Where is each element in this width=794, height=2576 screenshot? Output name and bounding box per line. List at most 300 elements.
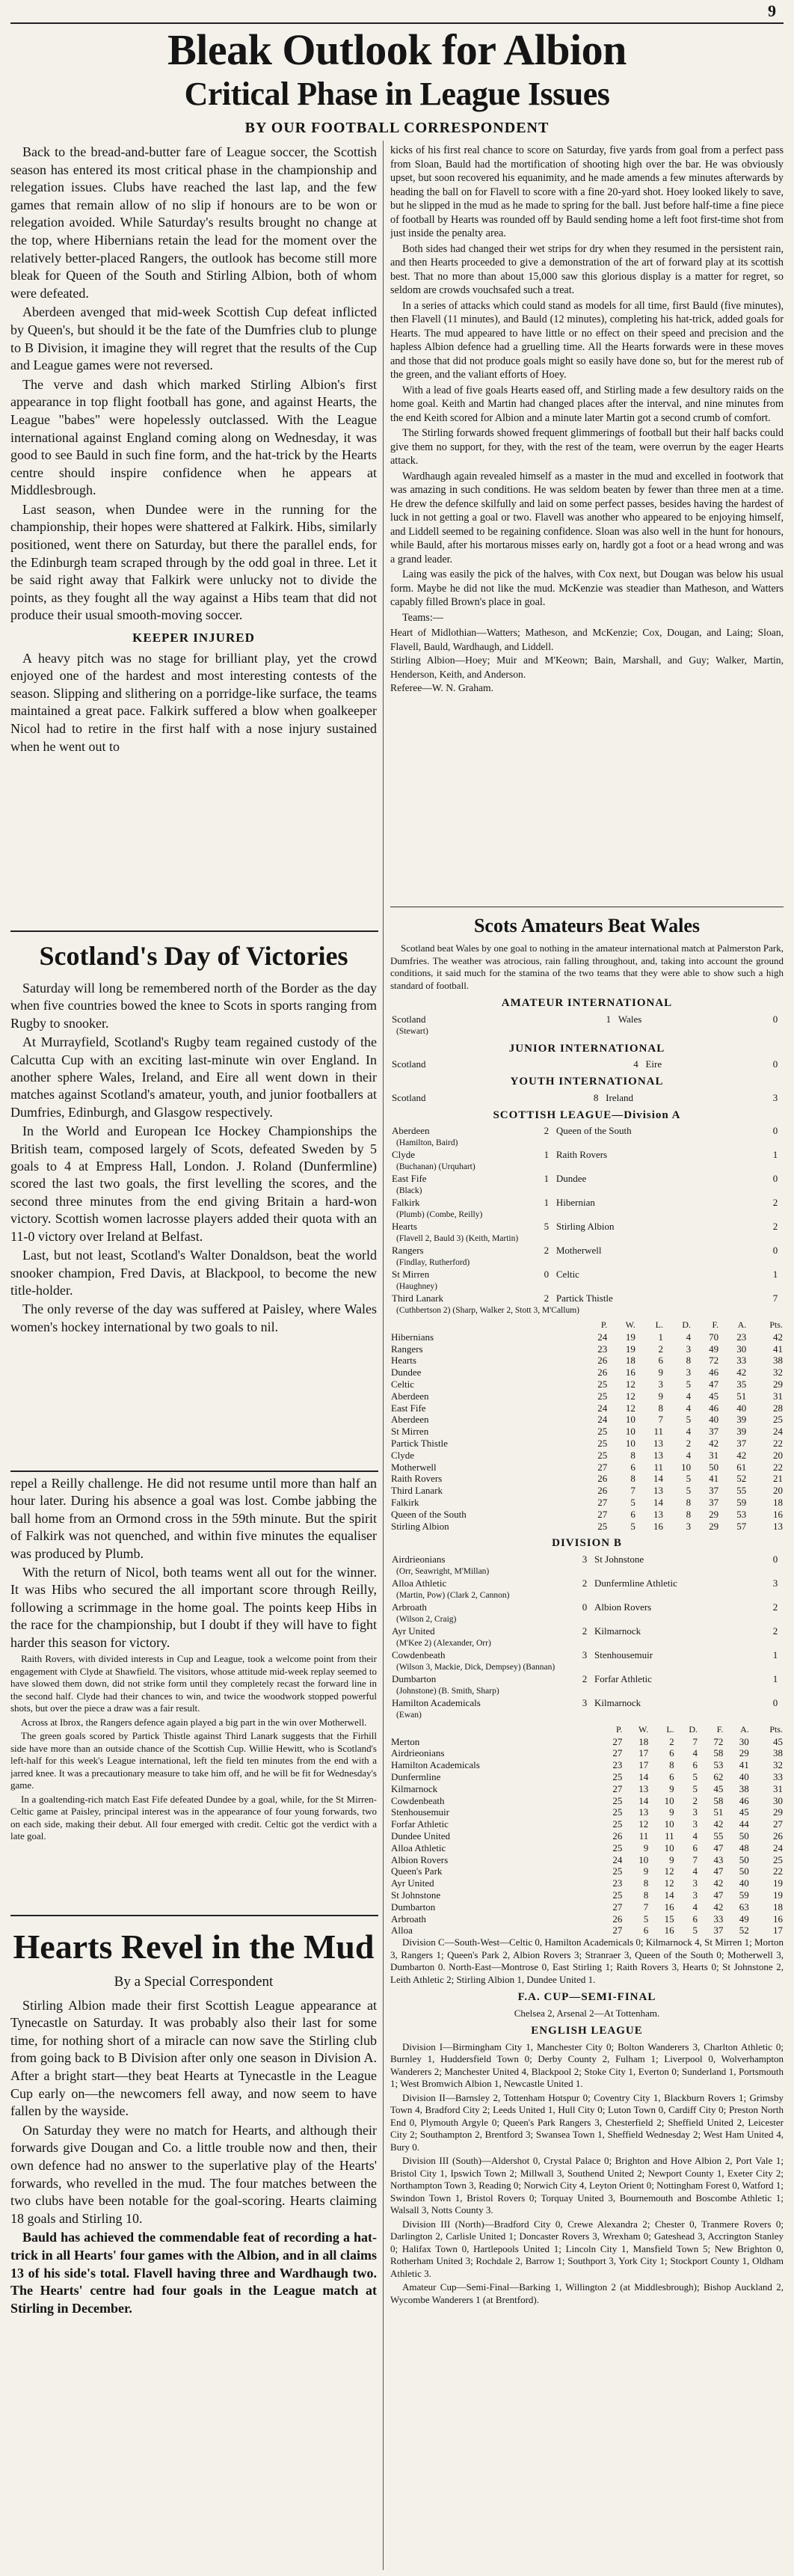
- league-table-row: [390, 1414, 784, 1426]
- table-cell: 12: [625, 1378, 635, 1390]
- table-cell: 61: [736, 1461, 747, 1473]
- table-cell: 46: [739, 1794, 749, 1806]
- table-cell: 50: [709, 1461, 719, 1473]
- table-cell: 25: [597, 1426, 608, 1438]
- home-team: Cowdenbeath: [392, 1649, 446, 1660]
- division-b-title: DIVISION B: [552, 1537, 622, 1550]
- scorers: (Ewan): [396, 1710, 422, 1720]
- table-cell: 9: [658, 1367, 663, 1379]
- falkirk-continuation: [10, 1475, 377, 1909]
- league-table-row: [390, 1462, 784, 1473]
- league-table-row: [390, 1759, 784, 1771]
- table-cell: 8: [630, 1449, 635, 1461]
- home-team: Alloa Athletic: [392, 1577, 447, 1589]
- scorers: (M'Kee 2) (Alexander, Orr): [396, 1638, 491, 1648]
- table-cell: 8: [686, 1508, 692, 1520]
- table-cell: 25: [612, 1771, 623, 1783]
- article-paragraph: In the World and European Ice Hockey Championships the British team, composed largely of Scots, defeated Sweden by 5 goals to 4 at Empress Hall, London. J. Roland (Dunfermline) scored the last two goals, the first levelling the scores, and the second three minutes from the end giving Britain a hard-won victory. Scottish women lacrosse players added their quota with an 11-0 victory over Ireland at Belfast.: [10, 1123, 377, 1244]
- table-cell: 17: [638, 1759, 649, 1771]
- table-cell: 53: [713, 1759, 724, 1771]
- scorers-row: [390, 1281, 784, 1292]
- league-table-row: [390, 1438, 784, 1450]
- table-cell: 40: [739, 1877, 749, 1889]
- table-cell: 24: [773, 1426, 783, 1438]
- result-row: [390, 1125, 784, 1137]
- league-table-row: [390, 1747, 784, 1759]
- scorers: (Cuthbertson 2) (Sharp, Walker 2, Stott 3, M'Callum): [396, 1306, 579, 1315]
- table-cell: 29: [709, 1508, 719, 1520]
- home-score: 1: [544, 1173, 550, 1184]
- column-header: L.: [655, 1319, 663, 1330]
- home-team: Dumbarton: [392, 1672, 437, 1684]
- scorers: (Wilson 2, Craig): [396, 1614, 457, 1624]
- table-cell: 8: [669, 1759, 674, 1771]
- page-number: 9: [768, 1, 776, 20]
- column-header: W.: [638, 1723, 649, 1735]
- table-cell: 6: [692, 1913, 698, 1925]
- team-name: East Fife: [391, 1402, 426, 1414]
- table-cell: 10: [625, 1426, 635, 1438]
- away-team: Motherwell: [556, 1245, 602, 1256]
- scorers-row: [390, 1233, 784, 1245]
- home-score: 3: [582, 1553, 588, 1565]
- home-team: Aberdeen: [392, 1125, 430, 1136]
- table-cell: 5: [630, 1496, 635, 1508]
- table-cell: 3: [658, 1378, 663, 1390]
- table-cell: 55: [713, 1830, 724, 1842]
- league-table-row: [390, 1509, 784, 1521]
- scorers: (Findlay, Rutherford): [396, 1258, 470, 1267]
- table-cell: 38: [739, 1782, 749, 1794]
- scorers-row: [390, 1685, 784, 1697]
- main-paragraph: Teams:—: [402, 611, 443, 624]
- table-cell: 44: [739, 1818, 749, 1830]
- table-cell: 12: [625, 1402, 635, 1414]
- away-team: Partick Thistle: [556, 1292, 613, 1304]
- home-score: 2: [582, 1577, 588, 1589]
- away-score: 0: [772, 1058, 778, 1070]
- report-paragraph: Raith Rovers, with divided interests in Cup and League, took a welcome point from their engagement with Clyde at Shawfield. The visitors, whose attitude mid-week replay seemed to have slowed them down, did not strike form until they completely recast the forward line in the second half. Clyde had their chances to win, and twice the woodwork stopped powerful shots, but over the piece a draw was a fair result.: [10, 1653, 377, 1714]
- table-cell: 25: [597, 1378, 608, 1390]
- table-cell: 17: [773, 1925, 783, 1936]
- table-cell: 10: [625, 1437, 635, 1449]
- home-team: East Fife: [392, 1173, 427, 1184]
- table-cell: 42: [736, 1449, 747, 1461]
- table-cell: 31: [773, 1782, 783, 1794]
- table-cell: 6: [669, 1747, 674, 1759]
- english-league-title: ENGLISH LEAGUE: [531, 2025, 643, 2037]
- table-cell: 42: [736, 1367, 747, 1379]
- team-name: Hamilton Academicals: [391, 1759, 480, 1771]
- table-cell: 25: [597, 1449, 608, 1461]
- main-paragraph: With a lead of five goals Hearts eased off, and Stirling made a few desultory raids on the home goal. Keith and Martin had changed places after the interval, and nine minutes from the end Keith scored for Albion and a minute later Martin got a second crumb of comfort.: [390, 384, 784, 424]
- article-paragraph: Bauld has achieved the commendable feat of recording a hat-trick in all Hearts' four games with the Albion, and in all claims 13 of his side's total. Flavell having three and Wardhaugh two. The Hearts' centre had four goals in the League match at Stirling in December.: [10, 2230, 377, 2316]
- table-cell: 16: [664, 1925, 674, 1936]
- table-cell: 2: [658, 1343, 663, 1355]
- table-cell: 8: [686, 1355, 692, 1367]
- team-name: St Mirren: [391, 1426, 429, 1438]
- article-paragraph: Last, but not least, Scotland's Walter Donaldson, beat the world snooker champion, Fred Davis, at Blackpool, to become the new title-holder.: [10, 1248, 377, 1298]
- table-cell: 45: [773, 1735, 783, 1747]
- league-table-row: [390, 1355, 784, 1367]
- league-table-row: [390, 1390, 784, 1402]
- table-cell: 14: [664, 1889, 674, 1901]
- away-score: 0: [772, 1696, 778, 1708]
- table-cell: 45: [739, 1806, 749, 1818]
- english-league-results: Division II—Barnsley 2, Tottenham Hotspur 0; Coventry City 1, Blackburn Rovers 1; Grimsby Town 4, Bradford City 2; Leeds United 1, Hull City 0; Luton Town 0, Cardiff City 0; Preston North End 0, Plymouth Argyle 0; Queen's Park Rangers 3, Chesterfield 2; Sheffield United 2, Leicester City 2; Southampton 2, Brentford 3; Swansea Town 1, Sheffield Wednesday 2; West Ham United 4, Bury 0.: [390, 2091, 784, 2153]
- youth-international-title: YOUTH INTERNATIONAL: [510, 1076, 664, 1088]
- scots-amateurs-paragraph: Scotland beat Wales by one goal to nothing in the amateur international match at Palmerston Park, Dumfries. The weather was atrocious, rain falling throughout, and, taking into account the ground conditions, it said much for the stamina of the two teams that they were able to show such a high standard of football.: [390, 942, 784, 991]
- table-cell: 50: [739, 1830, 749, 1842]
- away-team: Stirling Albion: [556, 1221, 615, 1232]
- table-cell: 55: [736, 1485, 747, 1497]
- team-name: Motherwell: [391, 1461, 437, 1473]
- away-score: 0: [772, 1013, 778, 1025]
- table-cell: 5: [643, 1913, 649, 1925]
- amateur-international-title: AMATEUR INTERNATIONAL: [501, 997, 673, 1009]
- main-paragraph: kicks of his first real chance to score on Saturday, five yards from goal from a perfect pass from Sloan, Bauld had the mortification of shooting high over the bar. He was obviously upset, but soon recovered his equanimity, and he made amends a few minutes afterwards by heading the ball on for Flavell to score with a fine 20-yard shot. Hoey looked likely to save, but he slipped in the mud as he made to spring for the ball. Just before half-time a fine piece of football by Hearts was rounded off by Bauld sending home a left foot first-time shot from just inside the penalty area.: [390, 144, 784, 239]
- home-score: 1: [544, 1197, 550, 1208]
- team-name: Hibernians: [391, 1331, 434, 1343]
- table-cell: 62: [713, 1771, 724, 1783]
- away-score: 0: [772, 1173, 778, 1184]
- home-score: 2: [582, 1672, 588, 1684]
- youth-result: [390, 1092, 784, 1104]
- home-score: 8: [593, 1091, 599, 1103]
- scotland-day-headline: Scotland's Day of Victories: [39, 941, 348, 971]
- table-cell: 9: [643, 1841, 649, 1853]
- table-cell: 6: [669, 1771, 674, 1783]
- main-paragraph: Back to the bread-and-butter fare of League soccer, the Scottish season has entered its most critical phase in the championship and relegation issues. Clubs have reached the last lap, and the few games that remain allow of no slip if honours are to be won or relegation avoided. While Saturday's results brought no change at the top, where Hibernians retain the lead for the moment over the relatively better-placed Rangers, the outlook has become still more bleak for Queen of the South and Stirling Albion, both of whom were defeated.: [10, 144, 377, 301]
- result-row: [390, 1221, 784, 1233]
- table-cell: 29: [773, 1378, 783, 1390]
- table-cell: 22: [773, 1865, 783, 1877]
- table-cell: 13: [653, 1485, 663, 1497]
- table-cell: 33: [736, 1355, 747, 1367]
- column-header: A.: [740, 1723, 749, 1735]
- table-cell: 53: [736, 1508, 747, 1520]
- table-cell: 20: [773, 1449, 783, 1461]
- table-cell: 42: [709, 1437, 719, 1449]
- table-cell: 22: [773, 1461, 783, 1473]
- column-header: Pts.: [769, 1319, 783, 1330]
- home-score: 2: [544, 1292, 550, 1304]
- league-table-row: [390, 1806, 784, 1818]
- scorers: (Martin, Pow) (Clark 2, Cannon): [396, 1590, 510, 1600]
- scorers-row: [390, 1637, 784, 1649]
- article-paragraph: With the return of Nicol, both teams went all out for the winner. It was Hibs who secured the all important score through Reilly, following a scrimmage in the home goal. The points keep Hibs in the race for the championship, but I doubt if they will have to fight harder this season for victory.: [10, 1565, 377, 1650]
- away-team: Dunfermline Athletic: [594, 1577, 677, 1589]
- table-cell: 16: [625, 1367, 635, 1379]
- result-row: [390, 1554, 784, 1565]
- table-cell: 47: [713, 1841, 724, 1853]
- table-cell: 2: [686, 1437, 692, 1449]
- table-cell: 63: [739, 1901, 749, 1913]
- table-cell: 25: [597, 1437, 608, 1449]
- article-paragraph: Saturday will long be remembered north of the Border as the day when five countries bowed the knee to Scots in sports ranging from Rugby to snooker.: [10, 981, 377, 1031]
- article-paragraph: repel a Reilly challenge. He did not resume until more than half an hour later. During his absence a goal was lost. Combe jabbing the ball home from an Ormond cross in the 59th minute. But the spirit of Falkirk was not quenched, and within five minutes the equaliser was produced by Plumb.: [10, 1476, 377, 1561]
- junior-result: [390, 1058, 784, 1070]
- table-cell: 4: [686, 1449, 692, 1461]
- column-header: F.: [712, 1319, 719, 1330]
- table-cell: 46: [709, 1367, 719, 1379]
- table-cell: 52: [739, 1925, 749, 1936]
- table-cell: 6: [643, 1925, 649, 1936]
- scorers: (Buchanan) (Urquhart): [396, 1162, 476, 1171]
- league-table-row: [390, 1913, 784, 1925]
- scorers-row: [390, 1161, 784, 1173]
- table-cell: 39: [736, 1426, 747, 1438]
- home-score: 3: [582, 1649, 588, 1660]
- home-score: 2: [582, 1625, 588, 1637]
- home-team: St Mirren: [392, 1269, 430, 1280]
- team-name: Raith Rovers: [391, 1473, 443, 1485]
- main-paragraph: Aberdeen avenged that mid-week Scottish Cup defeat inflicted by Queen's, but should it be the fate of the Dumfries club to plunge to B Division, it imagine they will regret that the results of the Cup and League games were not reversed.: [10, 304, 377, 373]
- league-table-row: [390, 1331, 784, 1343]
- league-table-row: [390, 1343, 784, 1355]
- table-cell: 6: [630, 1461, 635, 1473]
- league-table-row: [390, 1426, 784, 1438]
- table-cell: 25: [597, 1390, 608, 1402]
- table-cell: 6: [692, 1759, 698, 1771]
- table-cell: 27: [612, 1747, 623, 1759]
- main-headline: Bleak Outlook for Albion: [167, 25, 627, 74]
- away-score: 1: [772, 1672, 778, 1684]
- table-cell: 17: [638, 1747, 649, 1759]
- away-score: 0: [772, 1245, 778, 1256]
- table-cell: 45: [709, 1390, 719, 1402]
- result-row: [390, 1577, 784, 1589]
- team-name: Alloa: [391, 1925, 413, 1936]
- team-name: Aberdeen: [391, 1390, 429, 1402]
- table-cell: 7: [643, 1901, 649, 1913]
- result-row: [390, 1649, 784, 1661]
- keeper-injured-subhead: KEEPER INJURED: [132, 631, 255, 645]
- table-cell: 28: [773, 1402, 783, 1414]
- table-cell: 59: [739, 1889, 749, 1901]
- table-cell: 11: [638, 1830, 649, 1842]
- away-team: Dundee: [556, 1173, 587, 1184]
- english-league-results: Division III (South)—Aldershot 0, Crystal Palace 0; Brighton and Hove Albion 2, Port Vale 1; Bristol City 1, Ipswich Town 2; Millwall 3, Southend United 2; Newport County 1, Exeter City 2; Northampton Town 3, Reading 0; Norwich City 4, Leyton Orient 0; Nottingham Forest 0, Watford 1; Swindon Town 1, Bristol Rovers 0; Torquay United 3, Bournemouth and Boscombe Athletic 1; Walsall 3, Notts County 3.: [390, 2155, 784, 2216]
- table-cell: 14: [638, 1794, 649, 1806]
- main-story-left-column: [10, 144, 377, 929]
- column-header: [390, 1319, 580, 1331]
- result-row: [390, 1197, 784, 1209]
- table-cell: 31: [709, 1449, 719, 1461]
- table-cell: 7: [630, 1485, 635, 1497]
- table-cell: 10: [664, 1818, 674, 1830]
- team-name: Stenhousemuir: [391, 1806, 449, 1818]
- division-a-table: [390, 1319, 784, 1532]
- league-table-row: [390, 1854, 784, 1866]
- table-cell: 22: [773, 1437, 783, 1449]
- table-cell: 4: [692, 1747, 698, 1759]
- league-table-row: [390, 1497, 784, 1509]
- table-cell: 40: [736, 1402, 747, 1414]
- table-cell: 2: [669, 1735, 674, 1747]
- league-table-row: [390, 1842, 784, 1854]
- table-cell: 2: [692, 1794, 698, 1806]
- scorers: (Hamilton, Baird): [396, 1138, 458, 1147]
- league-table-row: [390, 1485, 784, 1497]
- table-cell: 30: [739, 1735, 749, 1747]
- table-cell: 27: [612, 1925, 623, 1936]
- scorers: (Stewart): [396, 1026, 428, 1036]
- table-cell: 7: [692, 1853, 698, 1865]
- main-paragraph: Laing was easily the pick of the halves, with Cox next, but Dougan was below his usual form. Maybe he did not like the mud. McKenzie was steadier than Matheson, and Watters capably filled Brown's place in goal.: [390, 568, 784, 608]
- team-name: Alloa Athletic: [391, 1841, 446, 1853]
- table-cell: 24: [597, 1331, 608, 1343]
- column-divider: [383, 911, 384, 2570]
- table-cell: 13: [638, 1806, 649, 1818]
- scots-amateurs-headline: Scots Amateurs Beat Wales: [473, 915, 701, 936]
- table-cell: 18: [638, 1735, 649, 1747]
- result-row: [390, 1697, 784, 1709]
- home-score: 4: [633, 1058, 638, 1070]
- table-cell: 1: [658, 1331, 663, 1343]
- league-table-row: [390, 1865, 784, 1877]
- scotland-day-article: [10, 935, 377, 1466]
- column-header: W.: [625, 1319, 635, 1330]
- scorers: (Haughney): [396, 1282, 437, 1291]
- league-table-row: [390, 1521, 784, 1533]
- table-cell: 47: [713, 1889, 724, 1901]
- team-name: Ayr United: [391, 1877, 434, 1889]
- table-cell: 59: [736, 1496, 747, 1508]
- column-header: P.: [600, 1319, 608, 1330]
- column-header: [390, 1724, 597, 1736]
- league-table-row: [390, 1925, 784, 1936]
- scorers-row: [390, 1209, 784, 1221]
- home-score: 0: [544, 1269, 550, 1280]
- home-team: Scotland: [392, 1058, 426, 1070]
- table-cell: 18: [625, 1355, 635, 1367]
- table-cell: 5: [692, 1782, 698, 1794]
- table-cell: 16: [664, 1901, 674, 1913]
- table-cell: 10: [681, 1461, 692, 1473]
- section-rule: [10, 930, 378, 932]
- home-team: Third Lanark: [392, 1292, 443, 1304]
- column-header: F.: [716, 1723, 724, 1735]
- team-name: Falkirk: [391, 1496, 419, 1508]
- report-paragraph: In a goaltending-rich match East Fife defeated Dundee by a goal, while, for the St Mirren-Celtic game at Paisley, principal interest was in the appearance of four young forwards, two on each side, making their debut. All four emerged with credit. Celtic got the verdict with a late goal.: [10, 1793, 377, 1842]
- away-team: St Johnstone: [594, 1553, 644, 1565]
- table-cell: 26: [597, 1485, 608, 1497]
- home-team: Clyde: [392, 1149, 416, 1160]
- home-team: Arbroath: [392, 1601, 427, 1613]
- away-score: 2: [772, 1197, 778, 1208]
- table-cell: 4: [686, 1402, 692, 1414]
- result-row: [390, 1149, 784, 1161]
- table-cell: 27: [597, 1496, 608, 1508]
- table-cell: 19: [625, 1331, 635, 1343]
- league-table-row: [390, 1771, 784, 1783]
- scorers: (Flavell 2, Bauld 3) (Keith, Martin): [396, 1234, 519, 1243]
- table-cell: 27: [773, 1818, 783, 1830]
- result-row: [390, 1245, 784, 1257]
- table-cell: 9: [658, 1390, 663, 1402]
- column-header: L.: [666, 1723, 674, 1735]
- table-cell: 51: [736, 1390, 747, 1402]
- junior-international-title: JUNIOR INTERNATIONAL: [508, 1042, 665, 1055]
- section-rule: [10, 1915, 378, 1916]
- table-cell: 4: [686, 1426, 692, 1438]
- team-name: Dundee: [391, 1367, 422, 1379]
- team-name: Queen of the South: [391, 1508, 467, 1520]
- table-cell: 13: [773, 1520, 783, 1532]
- division-b-table: [390, 1724, 784, 1936]
- table-cell: 12: [625, 1390, 635, 1402]
- away-team: Kilmarnock: [594, 1625, 641, 1637]
- table-cell: 19: [625, 1343, 635, 1355]
- table-cell: 23: [736, 1331, 747, 1343]
- table-cell: 45: [713, 1782, 724, 1794]
- league-header-row: [390, 1319, 784, 1331]
- table-cell: 25: [612, 1841, 623, 1853]
- table-cell: 41: [709, 1473, 719, 1485]
- home-team: Rangers: [392, 1245, 424, 1256]
- away-team: Eire: [645, 1058, 662, 1070]
- table-cell: 57: [736, 1520, 747, 1532]
- table-cell: 6: [630, 1508, 635, 1520]
- main-paragraph: Last season, when Dundee were in the running for the championship, their hopes were shattered at Falkirk. Hibs, similarly positioned, went there on Saturday, but there the parallel ends, for the Edinburgh team scraped through by the odd goal in three. Let it be said right away that Falkirk were unlucky not to divide the points, as they fought all the way against a Hibs team that did not produce their usual smooth-moving soccer.: [10, 501, 377, 623]
- article-paragraph: The only reverse of the day was suffered at Paisley, where Wales women's hockey international by two goals to nil.: [10, 1301, 377, 1334]
- table-cell: 5: [686, 1378, 692, 1390]
- table-cell: 29: [773, 1806, 783, 1818]
- table-cell: 25: [773, 1853, 783, 1865]
- table-cell: 8: [686, 1496, 692, 1508]
- table-cell: 26: [612, 1830, 623, 1842]
- team-name: Dumbarton: [391, 1901, 436, 1913]
- table-cell: 35: [736, 1378, 747, 1390]
- table-cell: 8: [658, 1402, 663, 1414]
- home-score: 2: [544, 1245, 550, 1256]
- home-score: 3: [582, 1696, 588, 1708]
- table-cell: 72: [709, 1355, 719, 1367]
- table-cell: 3: [686, 1343, 692, 1355]
- english-league-results: Amateur Cup—Semi-Final—Barking 1, Willington 2 (at Middlesbrough); Bishop Auckland 2, Wycombe Wanderers 1 (at Brentford).: [390, 2281, 784, 2305]
- away-team: Stenhousemuir: [594, 1649, 653, 1660]
- amateur-result: [390, 1013, 784, 1037]
- result-row: [390, 1625, 784, 1637]
- table-cell: 39: [736, 1414, 747, 1426]
- table-cell: 70: [709, 1331, 719, 1343]
- main-paragraph: Both sides had changed their wet strips for dry when they resumed in the persistent rain, and then Hearts proceeded to give a demonstration of the art of forward play at its scottish best. That no more than about 15,000 saw this glorious display is a matter for regret, so seldom are crowds vouchsafed such a treat.: [390, 242, 784, 296]
- division-a-title: SCOTTISH LEAGUE—Division A: [493, 1108, 681, 1121]
- table-cell: 49: [739, 1913, 749, 1925]
- away-score: 2: [772, 1221, 778, 1232]
- result-row: [390, 1292, 784, 1304]
- table-cell: 58: [713, 1747, 724, 1759]
- table-cell: 3: [686, 1520, 692, 1532]
- hearts-revel-headline: Hearts Revel in the Mud: [13, 1928, 375, 1966]
- main-paragraph: A heavy pitch was no stage for brilliant play, yet the crowd enjoyed one of the hardest and most interesting contests of the season. Slipping and slithering on a porridge-like surface, the teams maintained a great pace. Falkirk suffered a blow when goalkeeper Nicol had to retire in the first half with a nose injury sustained when he went out to: [10, 650, 377, 754]
- table-cell: 27: [612, 1735, 623, 1747]
- column-divider: [383, 141, 384, 919]
- article-paragraph: At Murrayfield, Scotland's Rugby team regained custody of the Calcutta Cup with an exciting last-minute win over England. In another sphere Wales, Ireland, and Eire all went down in their matches against Scotland's amateur, youth, and junior footballers at Dumfries, Edinburgh, and Glasgow respectively.: [10, 1034, 377, 1120]
- table-cell: 24: [612, 1853, 623, 1865]
- table-cell: 37: [713, 1925, 724, 1936]
- scorers-row: [390, 1257, 784, 1269]
- english-league-results: Division I—Birmingham City 1, Manchester City 0; Bolton Wanderers 3, Charlton Athletic 0; Burnley 1, Huddersfield Town 0; Derby County 2, Fulham 1; Liverpool 0, Wolverhampton Wanderers 2; Manchester United 4, Blackpool 2; Stoke City 1, Everton 0; Sunderland 1, Portsmouth 1; West Bromwich Albion 1, Newcastle United 1.: [390, 2040, 784, 2090]
- table-cell: 40: [739, 1771, 749, 1783]
- team-name: Merton: [391, 1735, 420, 1747]
- table-cell: 42: [713, 1877, 724, 1889]
- away-score: 3: [772, 1577, 778, 1589]
- team-name: Kilmarnock: [391, 1782, 438, 1794]
- away-team: Ireland: [606, 1091, 633, 1103]
- home-score: 1: [606, 1013, 612, 1025]
